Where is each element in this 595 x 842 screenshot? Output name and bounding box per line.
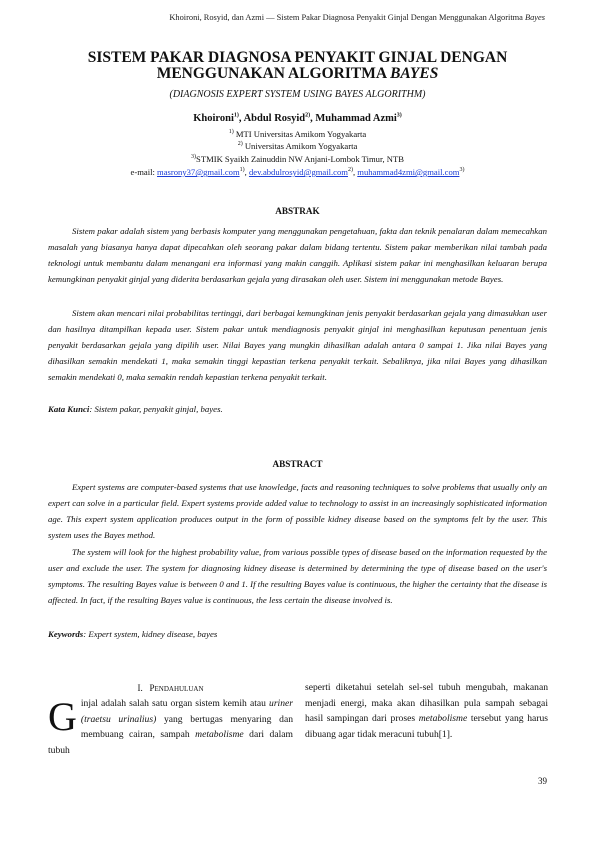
author-name: Khoironi	[193, 113, 234, 124]
paper-title	[0, 50, 595, 82]
title-line-2: MENGGUNAKAN ALGORITMA BAYES	[156, 65, 439, 82]
abstrak-paragraph: Sistem pakar adalah sistem yang berbasis komputer yang menggunakan pengetahuan, fakta dan teknik penalaran dalam memecahkan masalah yang biasanya hanya dapat dipecahkan oleh seorang pakar dalam bidang tertentu. Sistem pakar memberikan nilai tambah pada teknologi untuk membantu dalam menangani era informasi yang makin canggih. Aplikasi sistem pakar ini menghasilkan keluaran berupa kemungkinan penyakit ginjal yang diderita berdasarkan gejala yang dirasakan oleh user. Sistem ini menggunakan metode Bayes.	[48, 226, 547, 284]
page-number: 39	[538, 776, 547, 786]
body-column-right: seperti diketahui setelah sel-sel tubuh mengubah, makanan menjadi energi, maka akan dihasilkan pula sampah sebagai hasil sampingan dari proses metabolisme tersebut yang harus dibuang agar tidak meracuni tubuh[1].	[305, 682, 548, 741]
title-line-1: SISTEM PAKAR DIAGNOSA PENYAKIT GINJAL DENGAN	[87, 49, 508, 66]
abstrak-paragraph: Sistem akan mencari nilai probabilitas tertinggi, dari berbagai kemungkinan jenis penyakit berdasarkan gejala yang dimasukkan user dan hasilnya ditampilkan kepada user. Sistem pakar untuk mendiagnosis penyakit ginjal ini menghasilkan keputusan penentuan jenis penyakit berdasarkan gejala yang dipilih user. Nilai Bayes yang mungkin dihasilkan adalah antara 0 sampai 1. Jika nilai Bayes yang dihasilkan semakin mendekati 1, maka semakin tinggi kepastian terkena penyakit terkait. Sebaliknya, jika nilai Bayes yang dihasilkan semakin mendekati 0, maka semakin rendah kepastian terkena penyakit terkait.	[48, 308, 547, 382]
affiliation: $^{3)}$STMIK Syaikh Zainuddin NW Anjani-Lombok Timur, NTB	[191, 154, 404, 164]
affiliation: $^{1)}$ MTI Universitas Amikom Yogyakarta	[228, 129, 367, 139]
email-link[interactable]: muhammad4zmi@gmail.com	[357, 167, 460, 177]
abstract-heading: ABSTRACT	[272, 459, 323, 469]
email-link[interactable]: masrony37@gmail.com	[157, 167, 240, 177]
email-link[interactable]: dev.abdulrosyid@gmail.com	[248, 167, 348, 177]
author-name: Abdul Rosyid	[243, 113, 306, 124]
abstract-paragraph: The system will look for the highest probability value, from various possible types of disease based on the information requested by the user and exclude the user. The system for diagnosing kidney disease is determined by determining the type of disease based on the user's symptoms. The resulting Bayes value is between 0 and 1. If the resulting Bayes value is continuous, the higher the certainty that the disease is affected. In fact, if the resulting Bayes value is continuous, the less certain the disease involved is.	[48, 547, 547, 605]
abstract-paragraph: Expert systems are computer-based systems that use knowledge, facts and reasoning techniques to solve problems that usually only an expert can solve in a particular field. Expert systems provide added value to technology to assist in an increasingly sophisticated information age. This expert system application produces output in the form of possible kidney disease based on the symptoms felt by the user. This system uses the Bayes method.	[48, 482, 547, 540]
affiliation: $^{2)}$ Universitas Amikom Yogyakarta	[237, 141, 358, 151]
author-name: Muhammad Azmi	[315, 113, 397, 124]
author-list: Khoironi$^{1)}$, Abdul Rosyid$^{2)}$, Muhammad Azmi$^{3)}$	[193, 112, 402, 124]
running-head: Khoironi, Rosyid, dan Azmi — Sistem Pakar Diagnosa Penyakit Ginjal Dengan Menggunakan Algoritma Bayes	[169, 13, 545, 22]
body-column-left: Ginjal adalah salah satu organ sistem kemih atau uriner (traetsu urinalius) yang bertugas menyaring dan membuang cairan, sampah metabolisme dari dalam tubuh	[48, 694, 294, 757]
abstrak-heading: ABSTRAK	[275, 206, 320, 216]
drop-cap: G	[48, 694, 77, 739]
keywords: Keywords: Expert system, kidney disease, bayes	[48, 629, 218, 639]
section-heading: I. PENDAHULUAN	[137, 683, 204, 693]
kata-kunci: Kata Kunci: Sistem pakar, penyakit ginjal, bayes.	[48, 404, 223, 414]
email-line: e-mail: masrony37@gmail.com$^{1)}$, dev.abdulrosyid@gmail.com$^{2)}$, muhammad4zmi@gmail.com$^{3)}$	[130, 167, 465, 177]
paper-subtitle: (DIAGNOSIS EXPERT SYSTEM USING BAYES ALGORITHM)	[169, 89, 426, 100]
